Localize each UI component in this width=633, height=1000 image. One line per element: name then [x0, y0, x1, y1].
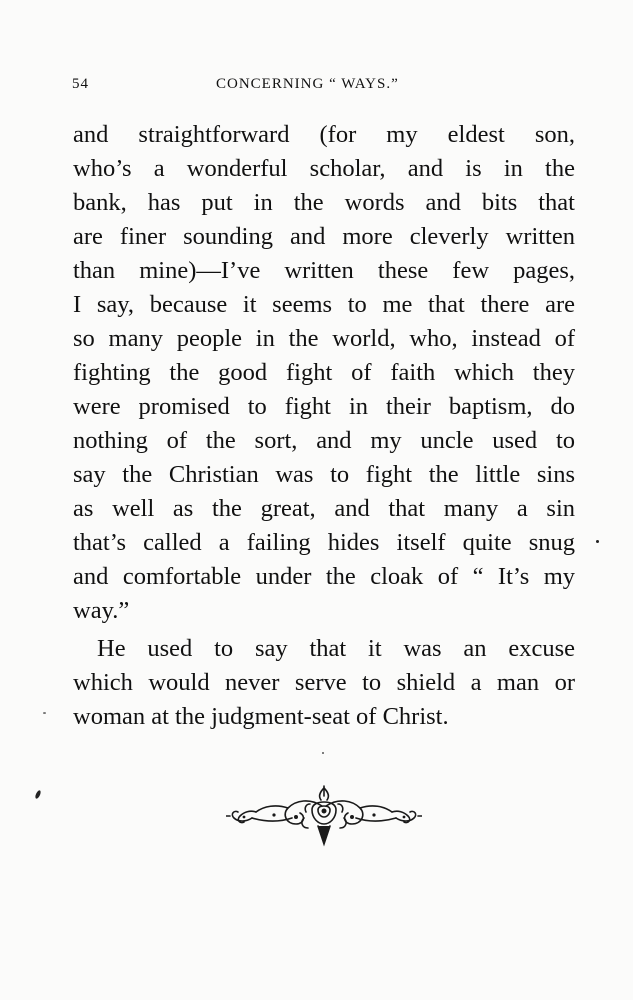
- ink-speck: [596, 540, 599, 543]
- text-line: which would never serve to shield a man or: [73, 669, 575, 696]
- text-line: than mine)—I’ve written these few pages,: [73, 257, 575, 284]
- text-line: were promised to fight in their baptism, do: [73, 393, 575, 420]
- text-line: who’s a wonderful scholar, and is in the: [73, 155, 575, 182]
- ink-speck: [322, 752, 324, 754]
- text-line: way.”: [73, 597, 130, 624]
- ink-speck: [34, 790, 41, 800]
- text-line: say the Christian was to fight the little sins: [73, 461, 575, 488]
- text-line: bank, has put in the words and bits that: [73, 189, 575, 216]
- text-line: as well as the great, and that many a sin: [73, 495, 575, 522]
- text-line: are finer sounding and more cleverly written: [73, 223, 575, 250]
- page-number: 54: [72, 76, 89, 92]
- text-line: I say, because it seems to me that there are: [73, 291, 575, 318]
- text-line: so many people in the world, who, instead of: [73, 325, 575, 352]
- running-head: [72, 76, 576, 96]
- paragraph-2: [73, 632, 575, 734]
- running-title: CONCERNING “ WAYS.”: [216, 76, 399, 92]
- tailpiece-ornament-icon: [226, 782, 422, 848]
- text-line: He used to say that it was an excuse: [97, 635, 575, 662]
- paragraph-1: [73, 118, 575, 628]
- text-line: fighting the good fight of faith which they: [73, 359, 575, 386]
- ink-speck: [43, 712, 46, 714]
- text-line: woman at the judgment-seat of Christ.: [73, 703, 449, 730]
- body-text: [73, 118, 575, 734]
- text-line: nothing of the sort, and my uncle used to: [73, 427, 575, 454]
- text-line: and comfortable under the cloak of “ It’s my: [73, 563, 575, 590]
- text-line: that’s called a failing hides itself quite snug: [73, 529, 575, 556]
- text-line: and straightforward (for my eldest son,: [73, 121, 575, 148]
